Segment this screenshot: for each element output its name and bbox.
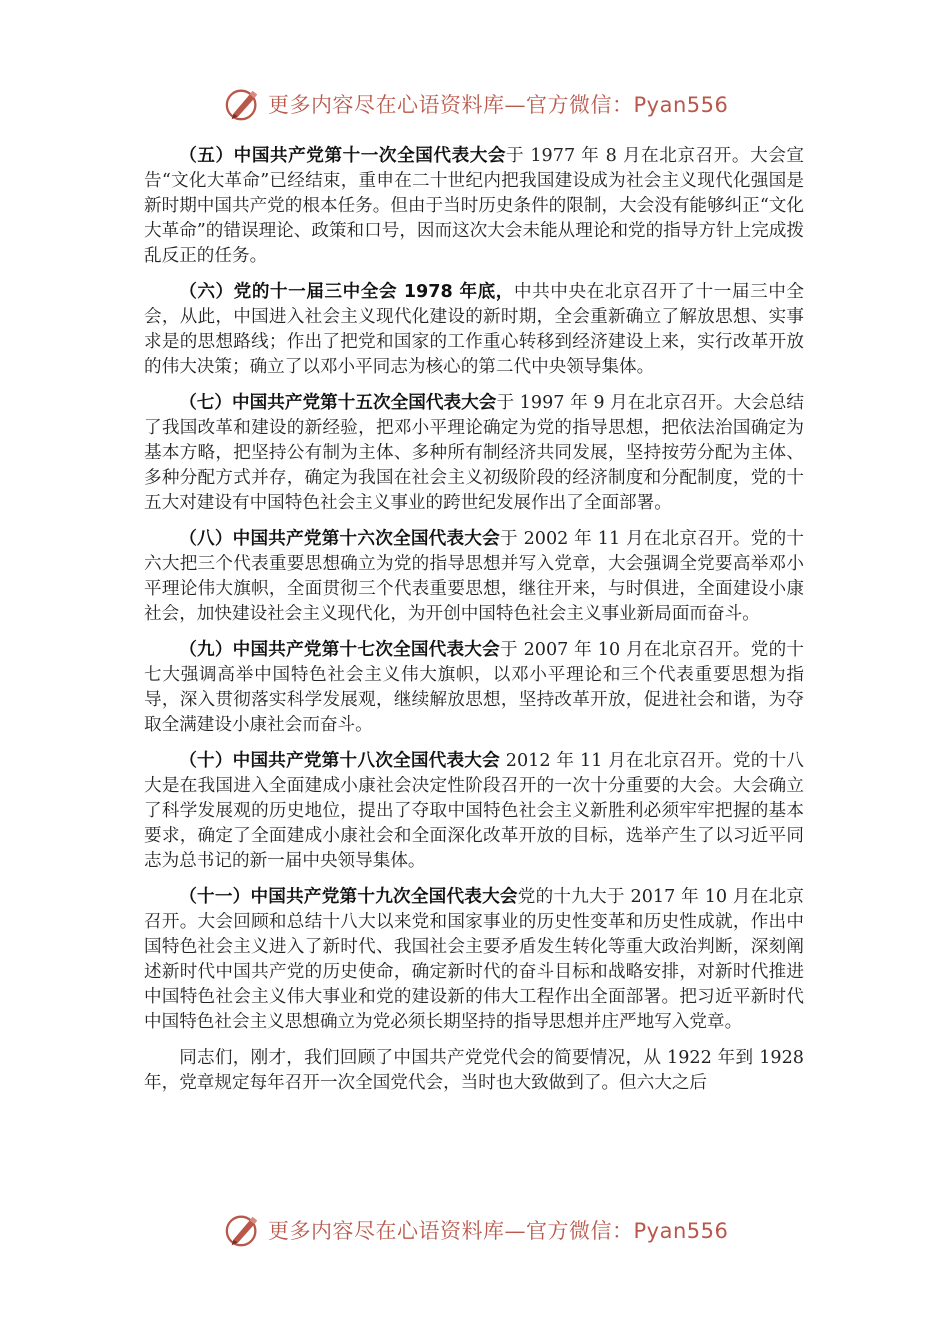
section-text: 中共中央在北京召开了十一届三中全会，从此，中国进入社会主义现代化建设的新时期，全会重新确立了解放思想、实事求是的思想路线；作出了把党和国家的工作重心转移到经济建设上来，实行改革开放的伟大决策；确立了以邓小平同志为核心的第二代中央领导集体。 [144,282,804,377]
paragraph [144,527,804,627]
banner-text: 更多内容尽在心语资料库—官方微信：Pyan556 [268,1219,729,1243]
footer-banner [224,1210,744,1250]
document-body [144,144,804,1107]
section-heading: （十）中国共产党第十八次全国代表大会 [179,751,500,771]
section-heading: （六）党的十一届三中全会 1978 年底， [179,282,514,302]
paragraph [144,1046,804,1096]
paragraph [144,391,804,516]
pen-logo-icon [224,85,262,123]
section-text: 同志们，刚才，我们回顾了中国共产党党代会的简要情况，从 1922 年到 1928 年，党章规定每年召开一次全国党代会，当时也大致做到了。但六大之后 [144,1048,804,1093]
banner-text: 更多内容尽在心语资料库—官方微信：Pyan556 [268,93,729,117]
section-text: 于 2002 年 11 月在北京召开。党的十六大把三个代表重要思想确立为党的指导思想并写入党章，大会强调全党要高举邓小平理论伟大旗帜，全面贯彻三个代表重要思想，继往开来，与时俱进，全面建设小康社会，加快建设社会主义现代化，为开创中国特色社会主义事业新局面而奋斗。 [144,529,804,624]
header-banner [224,84,744,124]
paragraph [144,885,804,1035]
section-heading: （十一）中国共产党第十九次全国代表大会 [179,887,518,907]
paragraph [144,280,804,380]
section-heading: （八）中国共产党第十六次全国代表大会 [179,529,500,549]
section-heading: （五）中国共产党第十一次全国代表大会 [179,146,507,166]
wechat-id: Pyan556 [633,93,729,117]
pen-logo-icon [224,1211,262,1249]
paragraph [144,749,804,874]
section-text: 于 2007 年 10 月在北京召开。党的十七大强调高举中国特色社会主义伟大旗帜，以邓小平理论和三个代表重要思想为指导，深入贯彻落实科学发展观，继续解放思想，坚持改革开放，促进社会和谐，为夺取全满建设小康社会而奋斗。 [144,640,804,735]
paragraph [144,144,804,269]
section-heading: （九）中国共产党第十七次全国代表大会 [179,640,500,660]
section-heading: （七）中国共产党第十五次全国代表大会 [179,393,497,413]
section-text: 于 1997 年 9 月在北京召开。大会总结了我国改革和建设的新经验，把邓小平理论确定为党的指导思想，把依法治国确定为基本方略，把坚持公有制为主体、多种所有制经济共同发展，坚持按劳分配为主体、多种分配方式并存，确定为我国在社会主义初级阶段的经济制度和分配制度，党的十五大对建设有中国特色社会主义事业的跨世纪发展作出了全面部署。 [144,393,804,513]
section-text: 党的十九大于 2017 年 10 月在北京召开。大会回顾和总结十八大以来党和国家事业的历史性变革和历史性成就，作出中国特色社会主义进入了新时代、我国社会主要矛盾发生转化等重大政治判断，深刻阐述新时代中国共产党的历史使命，确定新时代的奋斗目标和战略安排，对新时代推进中国特色社会主义伟大事业和党的建设新的伟大工程作出全面部署。把习近平新时代中国特色社会主义思想确立为党必须长期坚持的指导思想并庄严地写入党章。 [144,887,804,1032]
paragraph [144,638,804,738]
wechat-id: Pyan556 [633,1219,729,1243]
section-text: 于 1977 年 8 月在北京召开。大会宣告“文化大革命”已经结束，重申在二十世纪内把我国建设成为社会主义现代化强国是新时期中国共产党的根本任务。但由于当时历史条件的限制，大会没有能够纠正“文化大革命”的错误理论、政策和口号，因而这次大会未能从理论和党的指导方针上完成拨乱反正的任务。 [144,146,804,266]
section-text: 2012 年 11 月在北京召开。党的十八大是在我国进入全面建成小康社会决定性阶段召开的一次十分重要的大会。大会确立了科学发展观的历史地位，提出了夺取中国特色社会主义新胜利必须牢牢把握的基本要求，确定了全面建成小康社会和全面深化改革开放的目标，选举产生了以习近平同志为总书记的新一届中央领导集体。 [144,751,804,871]
